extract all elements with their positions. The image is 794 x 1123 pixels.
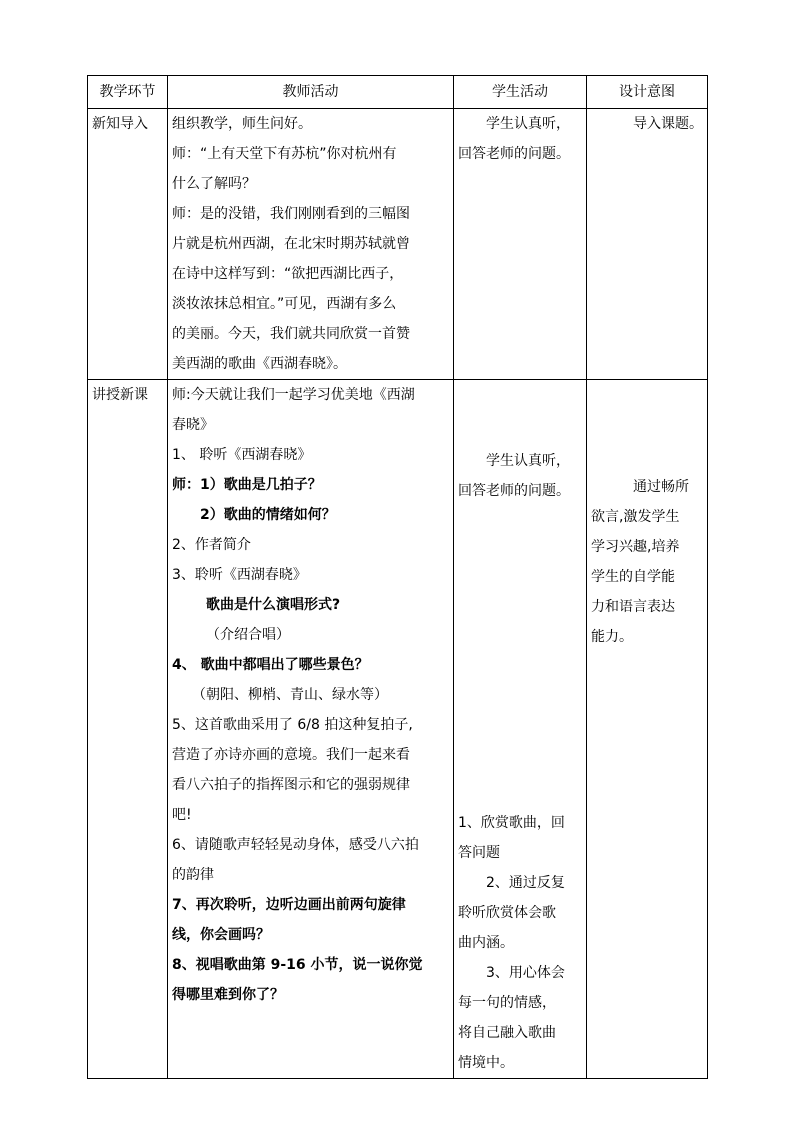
teacher-line: 师：“上有天堂下有苏杭”你对杭州有 [172,146,397,162]
teacher-line: （朝阳、柳梢、青山、绿水等） [192,687,388,703]
teacher-line: 淡妆浓抹总相宜。”可见，西湖有多么 [172,296,397,312]
purpose-line: 学习兴趣,培养 [591,539,680,555]
teacher-line: 师:今天就让我们一起学习优美地《西湖 [172,387,415,403]
header-row [88,76,708,109]
teacher-line: 片就是杭州西湖，在北宋时期苏轼就曾 [172,236,410,252]
purpose-line: 欲言,激发学生 [591,509,680,525]
teacher-line: 6、请随歌声轻轻晃动身体，感受八六拍 [172,837,419,853]
teacher-line: 在诗中这样写到：“欲把西湖比西子， [172,266,404,282]
student-line: 2、通过反复 [486,875,565,891]
student-teaching [454,380,587,1079]
student-line: 3、用心体会 [486,965,565,981]
teacher-line: 7、再次聆听，边听边画出前两句旋律 [172,897,406,913]
student-line: 将自己融入歌曲 [458,1025,556,1041]
teacher-line: 什么了解吗？ [172,176,256,192]
teacher-line: 吧! [172,807,192,823]
stage-intro: 新知导入 [88,109,168,380]
header-stage: 教学环节 [88,76,168,109]
student-line: 聆听欣赏体会歌 [458,905,556,921]
student-line: 答问题 [458,845,500,861]
spacer [458,380,582,446]
teacher-line: 线，你会画吗？ [172,927,270,943]
teacher-line: 4、 歌曲中都唱出了哪些景色？ [172,657,369,673]
header-student: 学生活动 [454,76,587,109]
student-intro [454,109,587,380]
teacher-line: 3、聆听《西湖春晓》 [172,567,307,583]
row-teaching [88,380,708,1079]
teacher-line: 歌曲是什么演唱形式? [206,597,341,613]
teacher-line: 营造了亦诗亦画的意境。我们一起来看 [172,747,410,763]
teacher-line: 美西湖的歌曲《西湖春晓》。 [172,356,347,372]
purpose-teaching [587,380,708,1079]
student-line: 学生认真听， [486,453,570,469]
purpose-line: 通过畅所 [633,479,689,495]
teacher-line: 2、作者简介 [172,537,251,553]
teacher-line: （介绍合唱） [206,627,290,643]
purpose-line: 能力。 [591,629,633,645]
teacher-line: 组织教学，师生问好。 [172,116,312,132]
student-line: 回答老师的问题。 [458,146,570,162]
teacher-line: 得哪里难到你了？ [172,987,284,1003]
teacher-intro [168,109,454,380]
student-line: 学生认真听， [486,116,570,132]
spacer [591,380,703,472]
teacher-line: 师：是的没错，我们刚刚看到的三幅图 [172,206,410,222]
student-line: 曲内涵。 [458,935,514,951]
teacher-line: 春晓》 [172,417,214,433]
teacher-line: 2）歌曲的情绪如何？ [200,507,336,523]
teacher-line: 1、 聆听《西湖春晓》 [172,447,312,463]
student-line: 每一句的情感， [458,995,556,1011]
header-purpose: 设计意图 [587,76,708,109]
student-line: 回答老师的问题。 [458,483,570,499]
spacer [458,506,582,808]
purpose-line: 学生的自学能 [591,569,675,585]
header-teacher: 教师活动 [168,76,454,109]
lesson-plan-table [87,75,708,1079]
teacher-line: 看八六拍子的指挥图示和它的强弱规律 [172,777,410,793]
row-intro [88,109,708,380]
purpose-intro [587,109,708,380]
teacher-line: 的韵律 [172,867,214,883]
teacher-line: 8、视唱歌曲第 9-16 小节，说一说你觉 [172,957,423,973]
student-line: 1、欣赏歌曲，回 [458,815,565,831]
purpose-line: 力和语言表达 [591,599,675,615]
teacher-teaching [168,380,454,1079]
teacher-line: 师：1）歌曲是几拍子？ [172,477,322,493]
student-line: 情境中。 [458,1055,514,1071]
stage-teaching: 讲授新课 [88,380,168,1079]
teacher-line: 的美丽。今天，我们就共同欣赏一首赞 [172,326,410,342]
teacher-line: 5、这首歌曲采用了 6/8 拍这种复拍子, [172,717,413,733]
purpose-line: 导入课题。 [633,116,703,132]
